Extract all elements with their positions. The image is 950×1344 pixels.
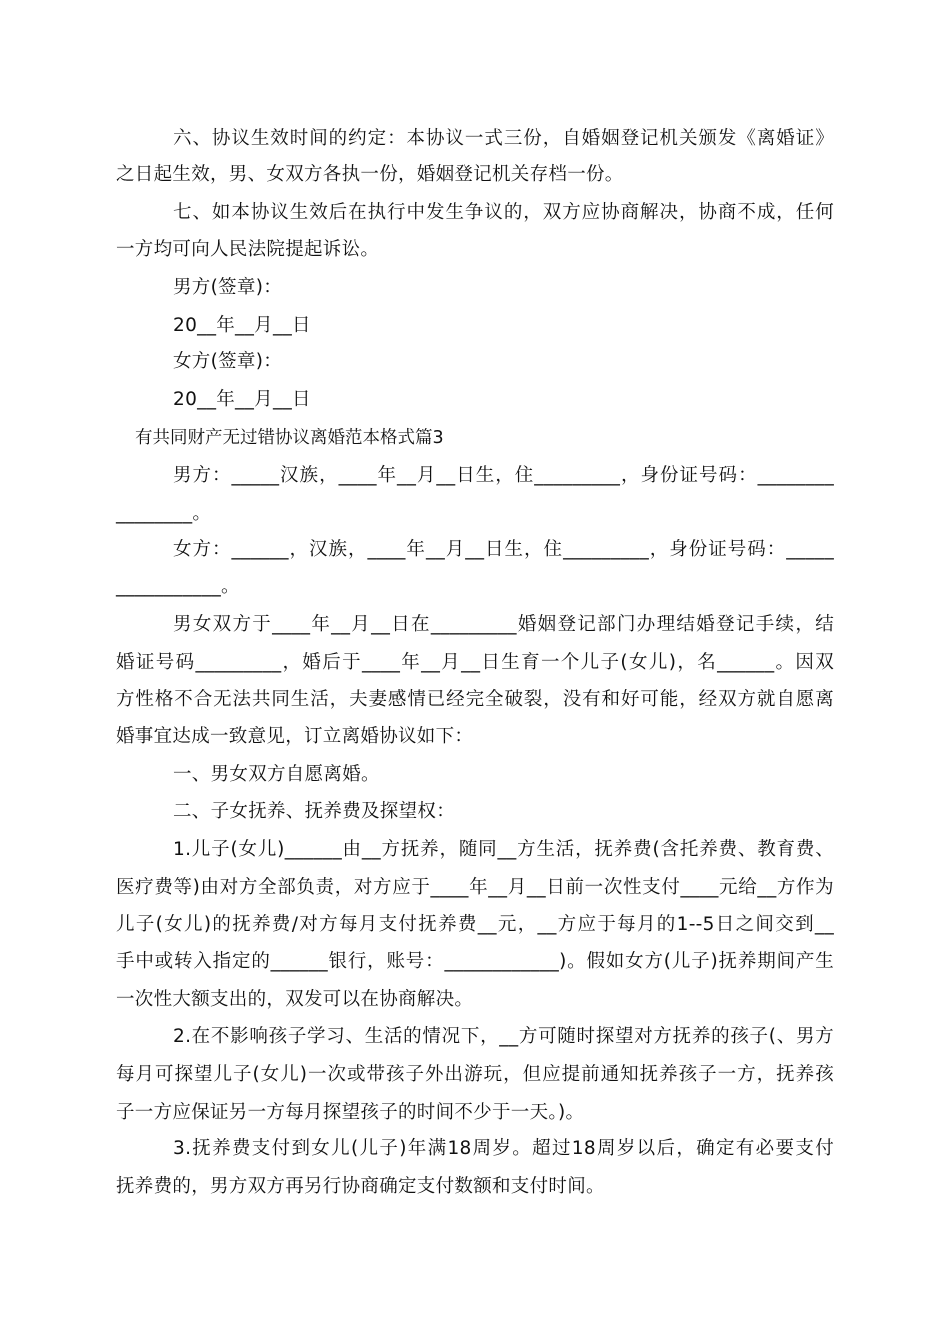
male-info-line-1: 男方：_____汉族，____年__月__日生，住_________，身份证号码：________: [173, 465, 834, 486]
item-one-line-2: 医疗费等)由对方全部负责，对方应于____年__月__日前一次性支付____元给__方作为: [116, 877, 834, 898]
item-one-line-5: 一次性大额支出的，双发可以在协商解决。: [116, 989, 474, 1010]
section-heading: 有共同财产无过错协议离婚范本格式篇3: [135, 428, 444, 448]
female-info-line-1: 女方：______，汉族，____年__月__日生，住_________，身份证号码：_____: [173, 539, 834, 560]
item-one-line-4: 手中或转入指定的______银行，账号：____________)。假如女方(儿子)抚养期间产生: [116, 951, 834, 972]
clause-seven-line-2: 一方均可向人民法院提起诉讼。: [116, 239, 380, 260]
item-two-line-1: 2.在不影响孩子学习、生活的情况下，__方可随时探望对方抚养的孩子(、男方: [173, 1026, 834, 1047]
clause-seven-line-1: 七、如本协议生效后在执行中发生争议的，双方应协商解决，协商不成，任何: [173, 202, 834, 223]
marriage-para-line-1: 男女双方于____年__月__日在_________婚姻登记部门办理结婚登记手续，结: [173, 614, 834, 635]
female-signature-label: 女方(签章)：: [173, 351, 283, 372]
male-info-line-2: ________。: [116, 503, 212, 524]
marriage-para-line-2: 婚证号码_________，婚后于____年__月__日生育一个儿子(女儿)，名______。因双: [116, 652, 834, 673]
item-two-line-3: 子一方应保证另一方每月探望孩子的时间不少于一天。)。: [116, 1102, 585, 1123]
marriage-para-line-3: 方性格不合无法共同生活，夫妻感情已经完全破裂，没有和好可能，经双方就自愿离: [116, 689, 834, 710]
article-one: 一、男女双方自愿离婚。: [173, 764, 380, 785]
item-three-line-1: 3.抚养费支付到女儿(儿子)年满18周岁。超过18周岁以后，确定有必要支付: [173, 1138, 834, 1159]
male-signature-label: 男方(签章)：: [173, 277, 283, 298]
female-signature-date: 20__年__月__日: [173, 389, 311, 410]
marriage-para-line-4: 婚事宜达成一致意见，订立离婚协议如下：: [116, 726, 474, 747]
item-one-line-3: 儿子(女儿)的抚养费/对方每月支付抚养费__元，__方应于每月的1--5日之间交到__: [116, 914, 834, 935]
male-signature-date: 20__年__月__日: [173, 315, 311, 336]
item-three-line-2: 抚养费的，男方双方再另行协商确定支付数额和支付时间。: [116, 1176, 605, 1197]
clause-six-line-2: 之日起生效，男、女双方各执一份，婚姻登记机关存档一份。: [116, 164, 624, 185]
item-one-line-1: 1.儿子(女儿)______由__方抚养，随同__方生活，抚养费(含托养费、教育费、: [173, 839, 834, 860]
item-two-line-2: 每月可探望儿子(女儿)一次或带孩子外出游玩，但应提前通知抚养孩子一方，抚养孩: [116, 1064, 834, 1085]
clause-six-line-1: 六、协议生效时间的约定：本协议一式三份，自婚姻登记机关颁发《离婚证》: [173, 128, 834, 149]
article-two-heading: 二、子女抚养、抚养费及探望权：: [173, 801, 456, 822]
female-info-line-2: ___________。: [116, 576, 240, 597]
